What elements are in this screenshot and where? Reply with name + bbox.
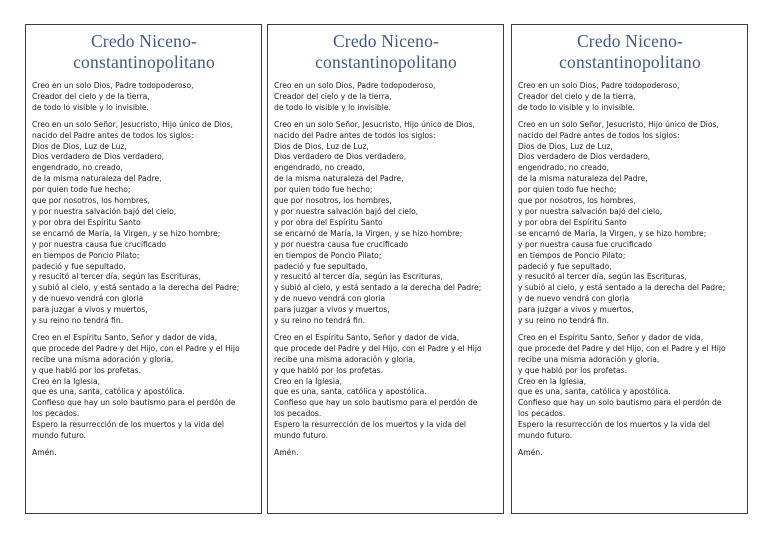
creed-line: Creador del cielo y de la tierra, xyxy=(518,91,636,101)
creed-card-2 xyxy=(267,24,504,514)
creed-line: Espero la resurrección de los muertos y la vida del xyxy=(274,420,466,430)
creed-line: Dios de Dios, Luz de Luz, xyxy=(274,141,369,151)
creed-line: y por nuestra causa fue crucificado xyxy=(274,239,409,249)
creed-line: y de nuevo vendrá con gloria xyxy=(274,294,386,304)
creed-paragraph-2 xyxy=(274,120,498,327)
creed-line: Creo en un solo Dios, Padre todopoderoso, xyxy=(32,81,194,90)
creed-line: Creo en la Iglesia, xyxy=(274,376,343,386)
creed-paragraph-2 xyxy=(32,120,256,327)
creed-line: Dios verdadero de Dios verdadero, xyxy=(32,152,165,162)
creed-line: los pecados. xyxy=(274,409,322,419)
card-title-line: Credo Niceno- xyxy=(90,31,198,51)
creed-line: nacido del Padre antes de todos los siglos: xyxy=(518,130,680,140)
creed-line: que es una, santa, católica y apostólica. xyxy=(32,387,185,397)
creed-line: y por obra del Espíritu Santo xyxy=(518,217,627,227)
creed-line: Creo en el Espíritu Santo, Señor y dador de vida, xyxy=(32,332,218,342)
creed-line: Dios verdadero de Dios verdadero, xyxy=(518,152,651,162)
creed-line: y por nuestra causa fue crucificado xyxy=(518,239,653,249)
creed-line: en tiempos de Poncio Pilato; xyxy=(32,250,140,260)
creed-amen: Amén. xyxy=(274,448,299,457)
creed-line: Dios verdadero de Dios verdadero, xyxy=(274,152,407,162)
creed-line: de la misma naturaleza del Padre, xyxy=(274,174,404,184)
creed-line: en tiempos de Poncio Pilato; xyxy=(274,250,382,260)
creed-line: los pecados. xyxy=(32,409,80,419)
creed-line: Confieso que hay un solo bautismo para el perdón de xyxy=(32,398,236,408)
creed-line: Espero la resurrección de los muertos y la vida del xyxy=(518,420,710,430)
creed-amen-paragraph xyxy=(274,448,498,459)
creed-line: Creo en un solo Señor, Jesucristo, Hijo único de Dios, xyxy=(274,119,475,129)
creed-line: de la misma naturaleza del Padre, xyxy=(518,174,648,184)
creed-line: recibe una misma adoración y gloria, xyxy=(518,354,660,364)
creed-line: que procede del Padre y del Hijo, con el Padre y el Hijo xyxy=(274,343,482,353)
creed-amen-paragraph xyxy=(518,448,742,459)
creed-line: que procede del Padre y del Hijo, con el Padre y el Hijo xyxy=(518,343,726,353)
creed-line: de la misma naturaleza del Padre, xyxy=(32,174,162,184)
card-title-line: Credo Niceno- xyxy=(332,31,440,51)
creed-line: se encarnó de María, la Virgen, y se hizo hombre; xyxy=(32,228,221,238)
creed-line: recibe una misma adoración y gloria, xyxy=(274,354,416,364)
creed-line: de todo lo visible y lo invisible. xyxy=(274,102,391,112)
creed-line: y subió al cielo, y está sentado a la derecha del Padre; xyxy=(274,283,482,293)
creed-paragraph-1 xyxy=(274,81,498,114)
creed-amen-paragraph xyxy=(32,448,256,459)
creed-line: Creo en la Iglesia, xyxy=(518,376,587,386)
creed-line: mundo futuro. xyxy=(274,431,329,441)
creed-line: que procede del Padre y del Hijo, con el Padre y el Hijo xyxy=(32,343,240,353)
creed-paragraph-3 xyxy=(32,333,256,442)
creed-line: padeció y fue sepultado, xyxy=(518,261,612,271)
creed-paragraph-3 xyxy=(518,333,742,442)
creed-line: mundo futuro. xyxy=(518,431,573,441)
creed-line: Creo en un solo Señor, Jesucristo, Hijo único de Dios, xyxy=(518,119,719,129)
creed-line: Dios de Dios, Luz de Luz, xyxy=(32,141,127,151)
creed-line: y su reino no tendrá fin. xyxy=(518,316,610,326)
creed-line: que por nosotros, los hombres, xyxy=(32,196,150,206)
card-title-line: constantinopolitano xyxy=(559,52,701,72)
creed-line: y por obra del Espíritu Santo xyxy=(274,217,383,227)
creed-line: por quien todo fue hecho; xyxy=(32,185,131,195)
card-title-line: constantinopolitano xyxy=(315,52,457,72)
creed-line: para juzgar a vivos y muertos, xyxy=(518,305,634,315)
creed-line: para juzgar a vivos y muertos, xyxy=(274,305,390,315)
creed-line: y de nuevo vendrá con gloria xyxy=(32,294,144,304)
creed-paragraph-1 xyxy=(32,81,256,114)
creed-line: padeció y fue sepultado, xyxy=(274,261,368,271)
creed-line: engendrado, no creado, xyxy=(32,163,123,173)
card-title xyxy=(274,31,498,73)
creed-line: y por obra del Espíritu Santo xyxy=(32,217,141,227)
creed-line: que es una, santa, católica y apostólica. xyxy=(518,387,671,397)
creed-line: Creo en el Espíritu Santo, Señor y dador de vida, xyxy=(274,332,460,342)
creed-line: y por nuestra salvación bajó del cielo, xyxy=(518,206,663,216)
creed-line: y que habló por los profetas. xyxy=(32,365,141,375)
creed-line: de todo lo visible y lo invisible. xyxy=(32,102,149,112)
creed-card-1 xyxy=(25,24,262,514)
card-title xyxy=(518,31,742,73)
creed-paragraph-2 xyxy=(518,120,742,327)
creed-line: se encarnó de María, la Virgen, y se hizo hombre; xyxy=(518,228,707,238)
creed-line: Creo en un solo Señor, Jesucristo, Hijo único de Dios, xyxy=(32,119,233,129)
creed-line: recibe una misma adoración y gloria, xyxy=(32,354,174,364)
creed-line: Creador del cielo y de la tierra, xyxy=(274,91,392,101)
creed-card-3 xyxy=(511,24,748,514)
creed-line: para juzgar a vivos y muertos, xyxy=(32,305,148,315)
creed-line: y subió al cielo, y está sentado a la derecha del Padre; xyxy=(32,283,240,293)
creed-line: por quien todo fue hecho; xyxy=(518,185,617,195)
creed-line: los pecados. xyxy=(518,409,566,419)
creed-line: en tiempos de Poncio Pilato; xyxy=(518,250,626,260)
creed-line: Creo en la Iglesia, xyxy=(32,376,101,386)
creed-line: que es una, santa, católica y apostólica. xyxy=(274,387,427,397)
creed-paragraph-3 xyxy=(274,333,498,442)
creed-line: y por nuestra salvación bajó del cielo, xyxy=(274,206,419,216)
creed-line: Creo en un solo Dios, Padre todopoderoso, xyxy=(274,81,436,90)
creed-line: y por nuestra salvación bajó del cielo, xyxy=(32,206,177,216)
creed-line: padeció y fue sepultado, xyxy=(32,261,126,271)
creed-line: y por nuestra causa fue crucificado xyxy=(32,239,167,249)
card-title-line: constantinopolitano xyxy=(73,52,215,72)
creed-line: nacido del Padre antes de todos los siglos: xyxy=(274,130,436,140)
creed-line: y resucitó al tercer día, según las Escrituras, xyxy=(32,272,201,282)
creed-line: y resucitó al tercer día, según las Escrituras, xyxy=(274,272,443,282)
creed-line: se encarnó de María, la Virgen, y se hizo hombre; xyxy=(274,228,463,238)
creed-line: Creo en un solo Dios, Padre todopoderoso, xyxy=(518,81,680,90)
creed-line: engendrado, no creado, xyxy=(518,163,609,173)
creed-amen: Amén. xyxy=(518,448,543,457)
creed-line: Dios de Dios, Luz de Luz, xyxy=(518,141,613,151)
creed-amen: Amén. xyxy=(32,448,57,457)
creed-line: de todo lo visible y lo invisible. xyxy=(518,102,635,112)
card-title-line: Credo Niceno- xyxy=(576,31,684,51)
creed-line: que por nosotros, los hombres, xyxy=(518,196,636,206)
creed-line: engendrado, no creado, xyxy=(274,163,365,173)
creed-line: y subió al cielo, y está sentado a la derecha del Padre; xyxy=(518,283,726,293)
creed-line: Confieso que hay un solo bautismo para el perdón de xyxy=(518,398,722,408)
creed-line: y de nuevo vendrá con gloria xyxy=(518,294,630,304)
creed-paragraph-1 xyxy=(518,81,742,114)
creed-line: y su reino no tendrá fin. xyxy=(32,316,124,326)
creed-line: mundo futuro. xyxy=(32,431,87,441)
creed-line: y que habló por los profetas. xyxy=(518,365,627,375)
creed-line: y su reino no tendrá fin. xyxy=(274,316,366,326)
creed-line: nacido del Padre antes de todos los siglos: xyxy=(32,130,194,140)
card-title xyxy=(32,31,256,73)
creed-line: Confieso que hay un solo bautismo para el perdón de xyxy=(274,398,478,408)
creed-line: que por nosotros, los hombres, xyxy=(274,196,392,206)
creed-line: y que habló por los profetas. xyxy=(274,365,383,375)
creed-line: por quien todo fue hecho; xyxy=(274,185,373,195)
creed-line: y resucitó al tercer día, según las Escrituras, xyxy=(518,272,687,282)
creed-line: Espero la resurrección de los muertos y la vida del xyxy=(32,420,224,430)
creed-line: Creador del cielo y de la tierra, xyxy=(32,91,150,101)
creed-line: Creo en el Espíritu Santo, Señor y dador de vida, xyxy=(518,332,704,342)
